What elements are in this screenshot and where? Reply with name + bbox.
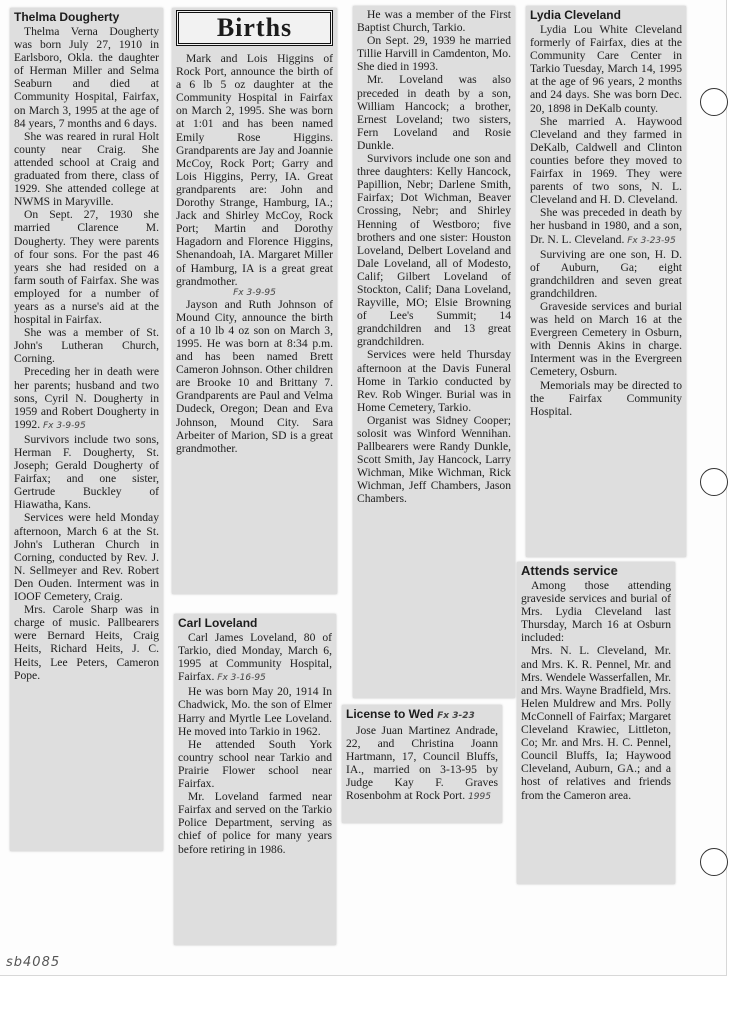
obituary-paragraph: Thelma Verna Dougherty was born July 27, 1910 in Earlsboro, Okla. the daughter of Herman Miller and Selma Seaburn and died at Community Hospital, Fairfax, on March 3, 1995 at the age of 84 years, 7 months and 6 days. (14, 25, 159, 130)
handwritten-date-note: Fx 3-9-95 (43, 420, 86, 431)
handwritten-date-note: Fx 3-16-95 (217, 673, 266, 684)
obituary-paragraph: Lydia Lou White Cleveland formerly of Fairfax, dies at the Community Care Center in Tarkio Tuesday, March 14, 1995 at the age of 96 years, 2 months and 24 days. She was born Dec. 20, 1898 in DeKalb county. (530, 23, 682, 115)
obituary-paragraph: Surviving are one son, H. D. of Auburn, Ga; eight grandchildren and seven great grandchildren. (530, 247, 682, 300)
obituary-paragraph: Graveside services and burial was held on March 16 at the Evergreen Cemetery in Osburn, with Dennis Akins in charge. Interment was in the Evergreen Cemetery, Osburn. (530, 299, 682, 379)
handwritten-date-note: Fx 3-23 (437, 711, 475, 721)
notice-title: Attends service (521, 563, 618, 578)
obituary-paragraph: She was a member of St. John's Lutheran Church, Corning. (14, 326, 159, 366)
paragraph-text: She was preceded in death by her husband in 1980, and a son, Dr. N. L. Cleveland. (530, 206, 682, 246)
binder-hole-bottom (700, 848, 728, 876)
binder-hole-top (700, 88, 728, 116)
obituary-paragraph: Mr. Loveland was also preceded in death by a son, William Hancock; a brother, Ernest Loveland; two sisters, Fern Loveland and Rosie Dunkle. (357, 73, 511, 152)
obituary-paragraph (178, 631, 332, 685)
notice-paragraph (346, 724, 498, 805)
obituary-paragraph (14, 365, 159, 432)
obituary-paragraph: Survivors include one son and three daughters: Kelly Hancock, Papillion, Nebr; Darlene Smith, Fairfax; Dot Wichman, Beaver Crossing, Nebr; and Shirley Henning of Westboro; five brothers and one sister: Houston Loveland, Delbert Loveland and Dale Loveland, all of Modesto, Calif; Gilbert Loveland of Stockton, Calif; Dana Loveland, Rayville, MO; Elsie Browning of Lee's Summit; 14 grandchildren and 13 great grandchildren. (357, 152, 511, 349)
obituary-title: Thelma Dougherty (14, 10, 120, 24)
obituary-paragraph: She was reared in rural Holt county near Craig. She attended school at Craig and graduated from there, class of 1929. She attended college at NWMS in Maryville. (14, 129, 159, 209)
obituary-paragraph: Memorials may be directed to the Fairfax Community Hospital. (530, 378, 682, 418)
obituary-paragraph (530, 206, 682, 247)
handwritten-date-note: Fx 3-23-95 (627, 235, 676, 246)
binder-hole-middle (700, 468, 728, 496)
obituary-carl-loveland-continued (353, 6, 515, 698)
obituary-paragraph: Mr. Loveland farmed near Fairfax and served on the Tarkio Police Department, serving as chief of police for many years before retiring in 1986. (178, 790, 332, 856)
notice-paragraph: Among those attending graveside services and burial of Mrs. Lydia Cleveland last Thursday, March 16 at Osburn included: (521, 579, 671, 645)
obituary-paragraph: Organist was Sidney Cooper; solosit was Winford Wennihan. Pallbearers were Randy Dunkle, Scott Smith, Jay Hancock, Larry Wichman, Mike Wichman, Rick Wichman, Jeff Chambers, Jason Chambers. (357, 413, 511, 506)
obituary-title: Carl Loveland (178, 616, 258, 630)
attends-service-notice (517, 562, 675, 884)
births-header-box (176, 10, 333, 46)
notice-title-text: License to Wed (346, 707, 434, 721)
births-column (172, 8, 337, 594)
scrapbook-id-label: sb4085 (6, 955, 61, 970)
obituary-title: Lydia Cleveland (530, 8, 621, 22)
obituary-lydia-cleveland (526, 6, 686, 557)
obituary-paragraph: He attended South York country school near Tarkio and Prairie Flower school near Fairfax. (178, 737, 332, 791)
obituary-paragraph: She married A. Haywood Cleveland and they farmed in DeKalb, Caldwell and Clinton counties before they moved to Fairfax in 1969. They were parents of two sons, N. L. Cleveland and H. D. Cleveland. (530, 114, 682, 207)
obituary-paragraph: Services were held Thursday afternoon at the Davis Funeral Home in Tarkio conducted by Rev. Rob Winger. Burial was in Home Cemetery, Tarkio. (357, 348, 511, 414)
notice-paragraph: Mrs. N. L. Cleveland, Mr. and Mrs. K. R. Pennel, Mr. and Mrs. Wendele Wasserfallen, Mr. and Mrs. Wayne Bradfield, Mrs. Helen Muldrew and Mrs. Polly McConnell of Fairfax; Margaret Cleveland Krawiec, Littleton, Co; Mr. and Mrs. H. C. Pennel, Council Bluffs, Ia; Haywood Cleveland, Auburn, GA.; and a host of relatives and friends from the Cameron area. (521, 644, 671, 802)
obituary-thelma-dougherty (10, 8, 163, 851)
birth-announcement: Jayson and Ruth Johnson of Mound City, announce the birth of a 10 lb 4 oz son on March 3, 1995. He was born at 8:34 p.m. and has been named Brett Cameron Johnson. Other children are Brooke 10 and Brittany 7. Grandparents are Paul and Velma Dudeck, Oregon; Dean and Eva Johnson, Mound City. Sara Arbeiter of Marion, SD is a great grandmother. (176, 297, 333, 455)
paragraph-text: Jose Juan Martinez Andrade, 22, and Christina Joann Hartmann, 17, Council Bluffs, IA., married on 3-13-95 by Judge Kay F. Graves Rosenbohm at Rock Port. (346, 724, 498, 803)
paragraph-text: Carl James Loveland, 80 of Tarkio, died Monday, March 6, 1995 at Community Hospital, Fairfax. (178, 631, 332, 684)
handwritten-year-note: 1995 (468, 792, 491, 803)
obituary-paragraph: On Sept. 29, 1939 he married Tillie Harvill in Camdenton, Mo. She died in 1993. (357, 34, 511, 74)
paragraph-text: Preceding her in death were her parents; husband and two sons, Cyril N. Dougherty in 1959 and Robert Dougherty in 1992. (14, 365, 159, 431)
obituary-paragraph: Services were held Monday afternoon, March 6 at the St. John's Lutheran Church in Corning, conducted by Rev. J. N. Sellmeyer and Rev. Robert Den Ouden. Interment was in IOOF Cemetery, Craig. (14, 511, 159, 604)
obituary-paragraph: Survivors include two sons, Herman F. Dougherty, St. Joseph; Gerald Dougherty of Fairfax; and one sister, Gertrude Buckley of Hiawatha, Kans. (14, 432, 159, 512)
license-to-wed-notice (342, 705, 502, 823)
obituary-paragraph: He was a member of the First Baptist Church, Tarkio. (357, 8, 511, 35)
obituary-carl-loveland (174, 614, 336, 945)
obituary-paragraph: On Sept. 27, 1930 she married Clarence M. Dougherty. They were parents of four sons. For the past 46 years she had resided on a farm south of Fairfax. She was employed for a number of years as a nurse's aid at the hospital in Fairfax. (14, 208, 159, 327)
births-title: Births (216, 13, 293, 42)
birth-announcement: Mark and Lois Higgins of Rock Port, announce the birth of a 6 lb 5 oz daughter at the Community Hospital in Fairfax on March 2, 1995. She was born at 1:01 and has been named Emily Rose Higgins. Grandparents are Jay and Joannie McCoy, Rock Port; Garry and Lois Higgins, Perry, IA. Great grandparents are: John and Dorothy Strange, Hamburg, IA.; Jack and Shirley McCoy, Rock Port; Martin and Dorothy Hagadorn and Florence Higgins, Shenandoah, IA. Margaret Miller of Hamburg, IA is a great great grandmother. (176, 52, 333, 288)
obituary-paragraph: Mrs. Carole Sharp was in charge of music. Pallbearers were Bernard Heits, Craig Heits, Richard Heits, J. C. Heits, Lee Peters, Cameron Pope. (14, 603, 159, 682)
notice-title (346, 707, 498, 723)
handwritten-date-note: Fx 3-9-95 (233, 287, 276, 298)
obituary-paragraph: He was born May 20, 1914 In Chadwick, Mo. the son of Elmer Harry and Myrtle Lee Loveland. He moved into Tarkio in 1962. (178, 685, 332, 738)
